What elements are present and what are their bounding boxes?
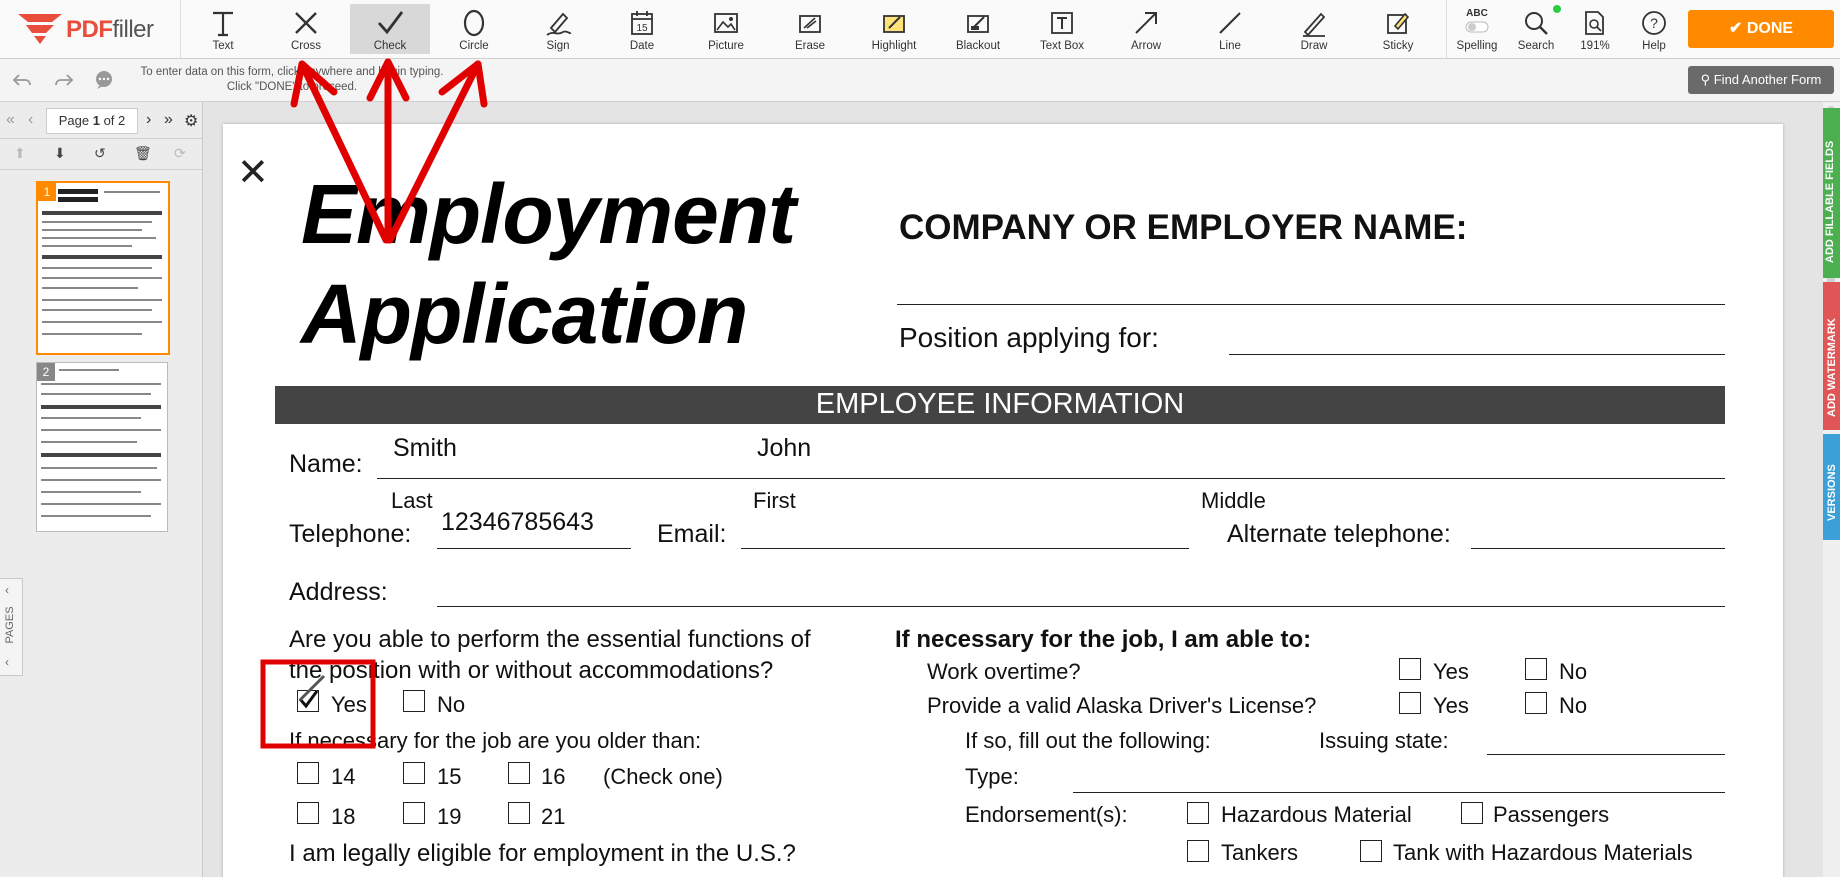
add-fillable-fields-tab[interactable]: ADD FILLABLE FIELDS xyxy=(1823,108,1840,278)
issuing-state-label: Issuing state: xyxy=(1319,728,1449,753)
circle-icon xyxy=(459,8,489,38)
tool-sticky[interactable]: Sticky xyxy=(1358,4,1438,54)
calendar-icon xyxy=(627,8,657,38)
able-heading: If necessary for the job, I am able to: xyxy=(895,626,1312,653)
position-label: Position applying for: xyxy=(899,322,1159,353)
type-field-line[interactable] xyxy=(1073,792,1725,793)
endorsements-label: Endorsement(s): xyxy=(965,802,1128,827)
issuing-state-field-line[interactable] xyxy=(1487,754,1725,755)
age-15-label: 15 xyxy=(437,764,462,789)
hazardous-material-checkbox[interactable] xyxy=(1187,802,1209,824)
chevron-left-icon: ‹ xyxy=(5,655,9,669)
tool-cross[interactable]: Cross xyxy=(266,4,346,54)
check-icon xyxy=(297,689,319,711)
tool-draw[interactable]: Draw xyxy=(1274,4,1354,54)
text-icon xyxy=(208,8,238,38)
age-21-checkbox[interactable] xyxy=(508,802,530,824)
passengers-checkbox[interactable] xyxy=(1461,802,1483,824)
check-one-label: (Check one) xyxy=(603,764,723,789)
picture-icon xyxy=(711,8,741,38)
page-indicator: Page 1 of 2 xyxy=(46,108,138,134)
position-field-line[interactable] xyxy=(1229,354,1725,355)
tool-circle[interactable]: Circle xyxy=(434,4,514,54)
page-tools xyxy=(0,139,202,170)
status-dot-icon xyxy=(1553,5,1561,13)
email-label: Email: xyxy=(657,520,727,548)
highlight-icon xyxy=(879,8,909,38)
last-page-icon[interactable]: » xyxy=(164,111,173,128)
age-16-label: 16 xyxy=(541,764,566,789)
if-so-label: If so, fill out the following: xyxy=(965,728,1211,753)
tankers-checkbox[interactable] xyxy=(1187,840,1209,862)
alt-phone-field-line[interactable] xyxy=(1471,548,1725,549)
toggle-icon xyxy=(1465,21,1489,33)
q-eligible-label: I am legally eligible for employment in the U.S.? xyxy=(289,840,796,867)
chevron-left-icon: ‹ xyxy=(5,583,9,597)
q-older-label: If necessary for the job are you older than: xyxy=(289,728,702,753)
tool-picture[interactable]: Picture xyxy=(686,4,766,54)
sign-icon xyxy=(543,8,573,38)
essential-yes-label: Yes xyxy=(331,692,367,717)
license-no-label: No xyxy=(1559,693,1588,718)
essential-yes-checkbox[interactable] xyxy=(297,690,319,712)
tank-hazardous-label: Tank with Hazardous Materials xyxy=(1393,840,1693,865)
name-label: Name: xyxy=(289,450,363,478)
tool-erase[interactable]: Erase xyxy=(770,4,850,54)
first-page-icon[interactable]: « xyxy=(6,111,15,128)
delete-icon[interactable]: 🗑 xyxy=(134,145,152,161)
passengers-label: Passengers xyxy=(1493,802,1610,827)
hint-line-1: To enter data on this form, click anywhere and begin typing. xyxy=(140,66,444,78)
comment-icon xyxy=(94,70,114,90)
prev-page-icon[interactable]: ‹ xyxy=(28,111,34,128)
spelling-abc-text: ABC xyxy=(1466,8,1488,19)
document-page[interactable] xyxy=(223,124,1783,877)
name-field-line xyxy=(377,478,1725,479)
last-label: Last xyxy=(391,488,433,513)
versions-tab[interactable]: VERSIONS xyxy=(1823,434,1840,540)
license-label: Provide a valid Alaska Driver's License? xyxy=(927,693,1317,718)
instruction-hint xyxy=(122,65,462,95)
search-icon xyxy=(1521,8,1551,38)
search-icon: ⚲ xyxy=(1700,72,1714,87)
search-tool[interactable]: Search xyxy=(1506,4,1566,54)
undo-icon[interactable] xyxy=(12,70,32,90)
svg-text:15: 15 xyxy=(636,23,648,34)
essential-no-checkbox[interactable] xyxy=(403,690,425,712)
hazardous-material-label: Hazardous Material xyxy=(1221,802,1412,827)
done-button[interactable]: ✔ DONE xyxy=(1688,10,1834,48)
license-yes-label: Yes xyxy=(1433,693,1469,718)
logo-wordmark: PDFfiller xyxy=(66,16,154,43)
license-yes-checkbox[interactable] xyxy=(1399,692,1421,714)
close-icon[interactable]: ✕ xyxy=(237,152,269,194)
pdffiller-logo[interactable] xyxy=(0,0,181,58)
q-essential-line-2: the position with or without accommodations? xyxy=(289,657,774,684)
overtime-label: Work overtime? xyxy=(927,659,1081,684)
pages-panel xyxy=(0,102,203,877)
next-page-icon[interactable]: › xyxy=(146,111,152,128)
document-viewport xyxy=(203,102,1823,877)
eraser-icon xyxy=(795,8,825,38)
help-icon xyxy=(1639,8,1669,38)
email-field-line[interactable] xyxy=(741,548,1189,549)
zoom-tool[interactable]: 191% xyxy=(1565,4,1625,54)
doc-title-line-1: Employment xyxy=(301,167,796,261)
sticky-icon xyxy=(1383,8,1413,38)
age-18-checkbox[interactable] xyxy=(297,802,319,824)
redo-icon[interactable] xyxy=(54,70,74,90)
age-21-label: 21 xyxy=(541,804,566,829)
address-label: Address: xyxy=(289,578,388,606)
pages-collapse-tab[interactable]: ‹ PAGES ‹ xyxy=(0,578,23,676)
first-name-value[interactable]: John xyxy=(757,434,812,462)
tool-textbox[interactable]: Text Box xyxy=(1022,4,1102,54)
textbox-icon xyxy=(1047,8,1077,38)
section-title: EMPLOYEE INFORMATION xyxy=(815,388,1185,420)
add-watermark-tab[interactable]: ADD WATERMARK xyxy=(1823,282,1840,430)
age-18-label: 18 xyxy=(331,804,356,829)
page-thumbnail-1[interactable]: 1 xyxy=(36,181,170,355)
tool-highlight[interactable]: Highlight xyxy=(854,4,934,54)
tool-check[interactable]: Check xyxy=(350,4,430,54)
move-up-icon[interactable]: ⬆ xyxy=(14,145,26,161)
line-icon xyxy=(1215,8,1245,38)
tank-hazardous-checkbox[interactable] xyxy=(1360,840,1382,862)
overtime-yes-label: Yes xyxy=(1433,659,1469,684)
age-19-label: 19 xyxy=(437,804,462,829)
tool-sign[interactable]: Sign xyxy=(518,4,598,54)
alt-phone-label: Alternate telephone: xyxy=(1227,520,1451,548)
overtime-no-checkbox[interactable] xyxy=(1525,658,1547,680)
telephone-label: Telephone: xyxy=(289,520,412,548)
pager xyxy=(0,102,202,139)
spelling-toggle[interactable]: ABC Spelling xyxy=(1447,4,1507,54)
hint-line-2: Click "DONE" to proceed. xyxy=(226,81,358,93)
blackout-icon xyxy=(963,8,993,38)
draw-icon xyxy=(1299,8,1329,38)
overtime-no-label: No xyxy=(1559,659,1588,684)
rotate-icon[interactable]: ↺ xyxy=(94,145,106,161)
settings-gear-icon[interactable]: ⚙ xyxy=(184,113,199,130)
top-toolbar xyxy=(0,0,1840,59)
age-15-checkbox[interactable] xyxy=(403,762,425,784)
telephone-value[interactable]: 12346785643 xyxy=(441,508,594,536)
svg-text:?: ? xyxy=(1650,15,1658,31)
first-label: First xyxy=(753,488,796,513)
age-14-label: 14 xyxy=(331,764,356,789)
tool-date[interactable]: 15 Date xyxy=(602,4,682,54)
tool-line[interactable]: Line xyxy=(1190,4,1270,54)
page-thumbnail-2[interactable]: 2 xyxy=(36,362,168,532)
last-name-value[interactable]: Smith xyxy=(393,434,457,462)
middle-label: Middle xyxy=(1201,488,1266,513)
company-label: COMPANY OR EMPLOYER NAME: xyxy=(899,208,1468,247)
move-down-icon[interactable]: ⬇ xyxy=(54,145,66,161)
age-14-checkbox[interactable] xyxy=(297,762,319,784)
doc-title-line-2: Application xyxy=(301,267,748,361)
essential-no-label: No xyxy=(437,692,466,717)
company-field-line[interactable] xyxy=(897,304,1725,305)
cross-icon xyxy=(291,8,321,38)
telephone-field-line xyxy=(437,548,631,549)
zoom-icon xyxy=(1580,8,1610,38)
tankers-label: Tankers xyxy=(1221,840,1299,865)
tool-blackout[interactable]: Blackout xyxy=(938,4,1018,54)
refresh-icon[interactable]: ⟳ xyxy=(174,145,186,161)
q-essential-line-1: Are you able to perform the essential functions of xyxy=(289,626,811,653)
tool-text[interactable]: Text xyxy=(183,4,263,54)
type-label: Type: xyxy=(965,764,1019,789)
age-19-checkbox[interactable] xyxy=(403,802,425,824)
overtime-yes-checkbox[interactable] xyxy=(1399,658,1421,680)
age-16-checkbox[interactable] xyxy=(508,762,530,784)
check-icon: ✔ xyxy=(1728,20,1747,37)
find-another-form-button[interactable]: ⚲ Find Another Form xyxy=(1688,66,1834,94)
license-no-checkbox[interactable] xyxy=(1525,692,1547,714)
help-tool[interactable]: ? Help xyxy=(1624,4,1684,54)
arrow-icon xyxy=(1131,8,1161,38)
logo-mark-icon xyxy=(18,14,62,44)
check-icon xyxy=(375,8,405,38)
tool-arrow[interactable]: Arrow xyxy=(1106,4,1186,54)
secondary-toolbar xyxy=(0,59,1840,102)
address-field-line[interactable] xyxy=(437,606,1725,607)
